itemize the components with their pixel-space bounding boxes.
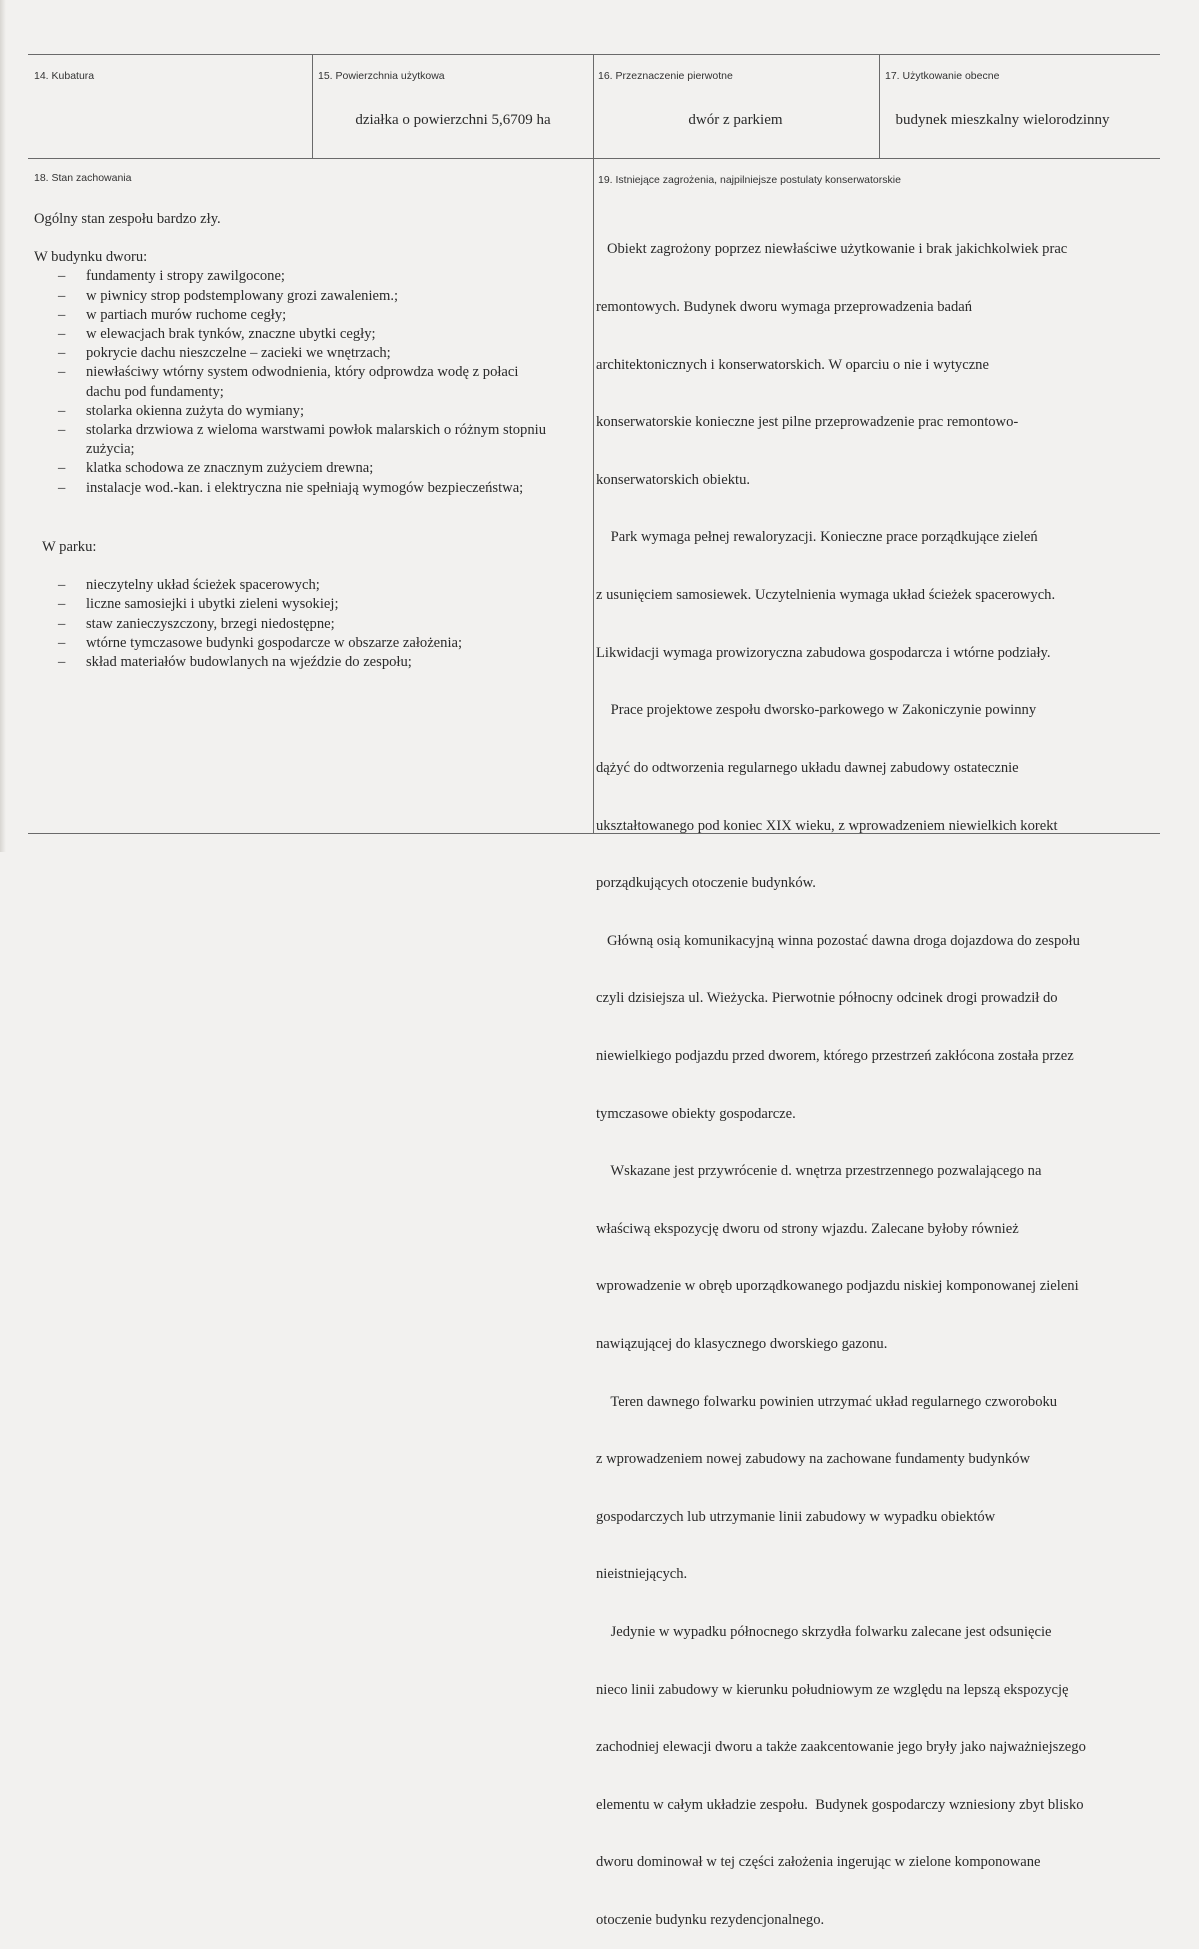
list-item: – stolarka okienna zużyta do wymiany; — [58, 402, 305, 419]
list-item: – w elewacjach brak tynków, znaczne ubytki cegły; — [58, 326, 376, 343]
list-item: – instalacje wod.-kan. i elektryczna nie spełniają wymogów bezpieczeństwa; — [58, 479, 524, 496]
text-line: dążyć do odtworzenia regularnego układu dawnej zabudowy ostatecznie — [596, 759, 1019, 776]
text-line: porządkujących otoczenie budynków. — [596, 875, 816, 892]
text-line: nawiązującej do klasycznego dworskiego gazonu. — [596, 1335, 888, 1352]
header-row-bottom-rule — [28, 158, 1160, 159]
text-line: Likwidacji wymaga prowizoryczna zabudowa gospodarcza i wtórne podziały. — [596, 644, 1051, 661]
threats-text — [596, 202, 1156, 1949]
text-line: architektonicznych i konserwatorskich. W oparciu o nie i wytyczne — [596, 356, 989, 373]
list-item: – staw zanieczyszczony, brzegi niedostępne; — [58, 615, 335, 632]
field-14-label: 14. Kubatura — [34, 70, 95, 82]
list-item: – w piwnicy strop podstemplowany grozi zawaleniem.; — [58, 287, 399, 304]
list-item: – wtórne tymczasowe budynki gospodarcze w obszarze założenia; — [58, 634, 463, 651]
park-section — [34, 538, 589, 672]
header-divider-1 — [312, 54, 313, 158]
park-heading: W parku: — [42, 539, 97, 555]
text-line: z usunięciem samosiewek. Uczytelnienia wymaga układ ścieżek spacerowych. — [596, 587, 1056, 604]
text-line: zachodniej elewacji dworu a także zaakcentowanie jego bryły jako najważniejszego — [596, 1739, 1086, 1756]
list-item: – stolarka drzwiowa z wieloma warstwami powłok malarskich o różnym stopniu zużycia; — [58, 422, 546, 458]
text-line: właściwą ekspozycję dworu od strony wjazdu. Zalecane byłoby również — [596, 1220, 1019, 1237]
manor-heading: W budynku dworu: — [34, 249, 148, 266]
text-line: tymczasowe obiekty gospodarcze. — [596, 1105, 796, 1122]
text-line: Główną osią komunikacyjną winna pozostać dawna droga dojazdowa do zespołu — [596, 932, 1080, 949]
text-line: otoczenie budynku rezydencjonalnego. — [596, 1912, 825, 1929]
text-line: elementu w całym układzie zespołu. Budynek gospodarczy wzniesiony zbyt blisko — [596, 1796, 1084, 1813]
text-line: remontowych. Budynek dworu wymaga przeprowadzenia badań — [596, 299, 973, 316]
overall-condition: Ogólny stan zespołu bardzo zły. — [34, 211, 221, 227]
field-16-value: dwór z parkiem — [688, 112, 783, 128]
table-top-rule — [28, 54, 1160, 55]
field-16-label: 16. Przeznaczenie pierwotne — [598, 70, 733, 82]
text-line: czyli dzisiejsza ul. Wieżycka. Pierwotnie północny odcinek drogi prowadził do — [596, 990, 1058, 1007]
text-line: ukształtowanego pod koniec XIX wieku, z wprowadzeniem niewielkich korekt — [596, 817, 1058, 834]
text-line: Obiekt zagrożony poprzez niewłaściwe użytkowanie i brak jakichkolwiek prac — [596, 241, 1068, 258]
text-line: dworu dominował w tej części założenia ingerując w zielone komponowane — [596, 1854, 1041, 1871]
text-line: nieco linii zabudowy w kierunku południowym ze względu na lepszą ekspozycję — [596, 1681, 1069, 1698]
list-item: – skład materiałów budowlanych na wjeździe do zespołu; — [58, 654, 412, 671]
field-15-label: 15. Powierzchnia użytkowa — [318, 70, 445, 82]
text-line: Teren dawnego folwarku powinien utrzymać układ regularnego czworoboku — [596, 1393, 1058, 1410]
field-15-value: działka o powierzchni 5,6709 ha — [355, 112, 551, 128]
list-item: – w partiach murów ruchome cegły; — [58, 306, 287, 323]
condition-section — [34, 210, 589, 498]
text-line: konserwatorskie konieczne jest pilne przeprowadzenie prac remontowo- — [596, 414, 1019, 431]
park-defects-list — [34, 576, 589, 672]
text-line: wprowadzenie w obręb uporządkowanego podjazdu niskiej komponowanej zieleni — [596, 1278, 1079, 1295]
list-item: – nieczytelny układ ścieżek spacerowych; — [58, 577, 320, 594]
body-divider — [593, 158, 594, 833]
manor-defects-list — [34, 267, 589, 497]
text-line: nieistniejących. — [596, 1566, 688, 1583]
text-line: gospodarczych lub utrzymanie linii zabudowy w wypadku obiektów — [596, 1508, 996, 1525]
header-divider-3 — [879, 54, 880, 158]
text-line: konserwatorskich obiektu. — [596, 471, 751, 488]
header-divider-2 — [593, 54, 594, 158]
text-line: Wskazane jest przywrócenie d. wnętrza przestrzennego pozwalającego na — [596, 1163, 1042, 1180]
list-item: – niewłaściwy wtórny system odwodnienia, który odprowdza wodę z połaci dachu pod fundamenty; — [58, 364, 519, 400]
text-line: Prace projektowe zespołu dworsko-parkowego w Zakoniczynie powinny — [596, 702, 1037, 719]
list-item: – fundamenty i stropy zawilgocone; — [58, 268, 285, 285]
text-line: z wprowadzeniem nowej zabudowy na zachowane fundamenty budynków — [596, 1451, 1031, 1468]
page-edge — [0, 0, 6, 852]
text-line: niewielkiego podjazdu przed dworem, którego przestrzeń zakłócona została przez — [596, 1047, 1074, 1064]
list-item: – liczne samosiejki i ubytki zieleni wysokiej; — [58, 596, 339, 613]
field-17-value: budynek mieszkalny wielorodzinny — [895, 112, 1110, 128]
field-18-label: 18. Stan zachowania — [34, 172, 132, 184]
text-line: Jedynie w wypadku północnego skrzydła folwarku zalecane jest odsunięcie — [596, 1624, 1052, 1641]
list-item: – klatka schodowa ze znacznym zużyciem drewna; — [58, 460, 374, 477]
text-line: Park wymaga pełnej rewaloryzacji. Konieczne prace porządkujące zieleń — [596, 529, 1038, 546]
field-17-label: 17. Użytkowanie obecne — [885, 70, 1000, 82]
list-item: – pokrycie dachu nieszczelne – zacieki we wnętrzach; — [58, 345, 391, 362]
field-19-label: 19. Istniejące zagrożenia, najpilniejsze postulaty konserwatorskie — [598, 174, 901, 186]
